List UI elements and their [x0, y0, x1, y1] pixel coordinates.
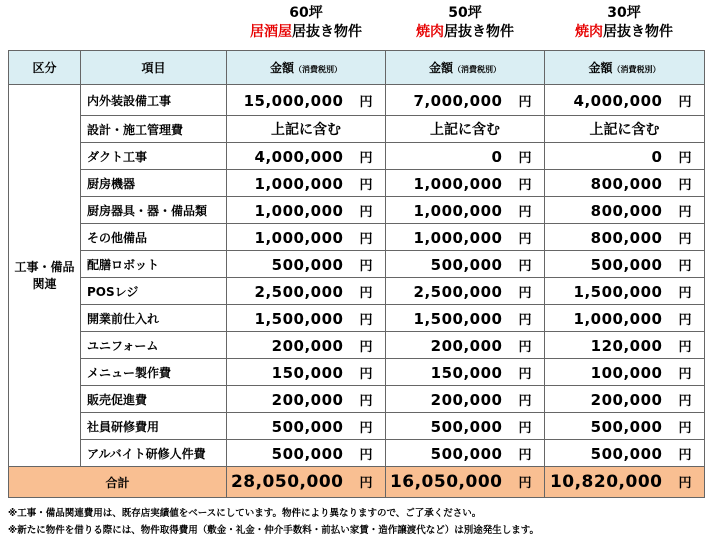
amount-cell [545, 278, 705, 305]
table-row [9, 224, 705, 251]
amount-value: 500,000 [271, 417, 344, 436]
amount-cell [386, 224, 545, 251]
total-row [9, 467, 705, 498]
amount-cell [227, 359, 386, 386]
amount-value: 1,000,000 [573, 309, 663, 328]
amount-label: 金額 [428, 61, 453, 75]
amount-cell [545, 413, 705, 440]
amount-value: 200,000 [271, 336, 344, 355]
footnote: ※新たに物件を借りる際には、物件取得費用（敷金・礼金・仲介手数料・前払い家賃・造作譲渡代など）は別途発生します。 [8, 525, 539, 536]
amount-value: 4,000,000 [573, 91, 663, 110]
amount-cell [386, 413, 545, 440]
yen-unit: 円 [359, 231, 373, 247]
amount-cell [386, 197, 545, 224]
amount-cell [386, 85, 545, 116]
heading-50 [385, 4, 545, 42]
amount-value: 2,500,000 [413, 282, 503, 301]
amount-cell [386, 386, 545, 413]
yen-unit: 円 [678, 150, 692, 166]
table-row [9, 278, 705, 305]
yen-unit: 円 [678, 231, 692, 247]
cost-table [8, 50, 705, 498]
yen-unit: 円 [518, 476, 532, 491]
amount-value: 100,000 [590, 363, 663, 382]
item-header: 項目 [81, 51, 227, 85]
table-header-row [9, 51, 705, 85]
yen-unit: 円 [518, 204, 532, 220]
total-amount-cell [545, 467, 705, 498]
amount-cell [227, 305, 386, 332]
category-line: 工事・備品 [14, 259, 75, 274]
amount-cell [227, 332, 386, 359]
tax-note: （消費税別） [612, 65, 661, 74]
yen-unit: 円 [359, 312, 373, 328]
column-headings [0, 4, 712, 50]
yen-unit: 円 [678, 94, 692, 110]
yen-unit: 円 [359, 476, 373, 491]
yen-unit: 円 [359, 94, 373, 110]
amount-cell [386, 332, 545, 359]
amount-value: 0 [651, 147, 663, 166]
yen-unit: 円 [518, 94, 532, 110]
item-cell: ダクト工事 [81, 143, 227, 170]
footnote: ※工事・備品関連費用は、既存店実績値をベースにしています。物件により異なりますので、ご了承ください。 [8, 508, 482, 519]
amount-value: 1,000,000 [254, 228, 344, 247]
amount-cell [545, 197, 705, 224]
yen-unit: 円 [518, 447, 532, 463]
yen-unit: 円 [359, 447, 373, 463]
tax-note: （消費税別） [294, 65, 342, 74]
amount-header [227, 51, 386, 85]
amount-value: 200,000 [271, 390, 344, 409]
yen-unit: 円 [678, 366, 692, 382]
yen-unit: 円 [518, 312, 532, 328]
table-row [9, 440, 705, 467]
item-cell: 内外装設備工事 [81, 85, 227, 116]
amount-cell [386, 143, 545, 170]
heading-size: 50坪 [448, 5, 482, 21]
amount-value: 500,000 [430, 255, 503, 274]
amount-cell [545, 359, 705, 386]
yen-unit: 円 [359, 420, 373, 436]
total-label: 合計 [9, 467, 227, 498]
amount-value: 1,000,000 [413, 174, 503, 193]
amount-cell [386, 359, 545, 386]
amount-cell [227, 278, 386, 305]
amount-cell [545, 440, 705, 467]
amount-value: 800,000 [590, 201, 663, 220]
amount-note-cell: 上記に含む [545, 116, 705, 143]
item-cell: メニュー製作費 [81, 359, 227, 386]
yen-unit: 円 [518, 393, 532, 409]
yen-unit: 円 [518, 177, 532, 193]
amount-cell [386, 170, 545, 197]
amount-value: 500,000 [590, 255, 663, 274]
amount-header [545, 51, 705, 85]
amount-value: 1,500,000 [573, 282, 663, 301]
yen-unit: 円 [678, 339, 692, 355]
amount-label: 金額 [269, 61, 294, 75]
category-line: 関連 [32, 276, 57, 291]
yen-unit: 円 [678, 447, 692, 463]
item-cell: 厨房機器 [81, 170, 227, 197]
item-cell: POSレジ [81, 278, 227, 305]
amount-note-cell: 上記に含む [227, 116, 386, 143]
amount-value: 150,000 [430, 363, 503, 382]
yen-unit: 円 [678, 177, 692, 193]
table-row [9, 85, 705, 116]
yen-unit: 円 [518, 366, 532, 382]
amount-cell [545, 85, 705, 116]
amount-cell [386, 251, 545, 278]
amount-value: 1,000,000 [254, 174, 344, 193]
total-value: 28,050,000 [230, 472, 344, 492]
tax-note: （消費税別） [453, 65, 501, 74]
total-amount-cell [386, 467, 545, 498]
amount-value: 7,000,000 [413, 91, 503, 110]
heading-type-highlight: 焼肉 [575, 24, 603, 40]
heading-type: 居抜き物件 [292, 24, 362, 40]
amount-cell [545, 251, 705, 278]
kubun-header: 区分 [9, 51, 81, 85]
amount-cell [545, 224, 705, 251]
amount-cell [227, 251, 386, 278]
heading-30 [544, 4, 704, 42]
item-cell: 開業前仕入れ [81, 305, 227, 332]
amount-cell [227, 170, 386, 197]
amount-cell [545, 386, 705, 413]
table-row [9, 116, 705, 143]
table-row [9, 251, 705, 278]
table-row [9, 386, 705, 413]
amount-header [386, 51, 545, 85]
yen-unit: 円 [359, 204, 373, 220]
amount-value: 500,000 [271, 255, 344, 274]
amount-value: 15,000,000 [243, 91, 344, 110]
table-row [9, 197, 705, 224]
item-cell: その他備品 [81, 224, 227, 251]
amount-value: 500,000 [430, 444, 503, 463]
yen-unit: 円 [518, 420, 532, 436]
yen-unit: 円 [518, 258, 532, 274]
heading-type: 居抜き物件 [444, 24, 514, 40]
category-cell [9, 85, 81, 467]
amount-value: 200,000 [590, 390, 663, 409]
total-value: 10,820,000 [549, 472, 663, 492]
yen-unit: 円 [359, 366, 373, 382]
yen-unit: 円 [359, 150, 373, 166]
amount-cell [545, 143, 705, 170]
yen-unit: 円 [359, 285, 373, 301]
amount-value: 1,500,000 [254, 309, 344, 328]
yen-unit: 円 [518, 150, 532, 166]
yen-unit: 円 [678, 285, 692, 301]
amount-value: 4,000,000 [254, 147, 344, 166]
yen-unit: 円 [359, 258, 373, 274]
item-cell: 販売促進費 [81, 386, 227, 413]
amount-cell [545, 170, 705, 197]
amount-cell [227, 440, 386, 467]
amount-value: 120,000 [590, 336, 663, 355]
amount-value: 150,000 [271, 363, 344, 382]
heading-type-highlight: 居酒屋 [250, 24, 292, 40]
amount-value: 1,000,000 [413, 201, 503, 220]
heading-60 [226, 4, 386, 42]
yen-unit: 円 [678, 420, 692, 436]
amount-cell [386, 440, 545, 467]
table-row [9, 170, 705, 197]
item-cell: 配膳ロボット [81, 251, 227, 278]
amount-value: 200,000 [430, 336, 503, 355]
amount-label: 金額 [588, 61, 613, 75]
item-cell: ユニフォーム [81, 332, 227, 359]
table-row [9, 359, 705, 386]
amount-cell [227, 413, 386, 440]
total-value: 16,050,000 [389, 472, 503, 492]
amount-value: 800,000 [590, 228, 663, 247]
amount-cell [386, 278, 545, 305]
footnotes [8, 505, 539, 539]
table-row [9, 332, 705, 359]
amount-cell [386, 305, 545, 332]
amount-value: 500,000 [271, 444, 344, 463]
yen-unit: 円 [359, 393, 373, 409]
amount-value: 500,000 [430, 417, 503, 436]
amount-value: 1,000,000 [254, 201, 344, 220]
total-amount-cell [227, 467, 386, 498]
yen-unit: 円 [678, 312, 692, 328]
heading-size: 60坪 [289, 5, 323, 21]
amount-cell [545, 305, 705, 332]
amount-cell [227, 224, 386, 251]
amount-value: 500,000 [590, 417, 663, 436]
amount-value: 500,000 [590, 444, 663, 463]
amount-cell [227, 143, 386, 170]
yen-unit: 円 [678, 476, 692, 491]
amount-cell [227, 197, 386, 224]
amount-cell [227, 85, 386, 116]
yen-unit: 円 [678, 393, 692, 409]
heading-type: 居抜き物件 [603, 24, 673, 40]
yen-unit: 円 [359, 177, 373, 193]
amount-cell [545, 332, 705, 359]
amount-value: 200,000 [430, 390, 503, 409]
amount-value: 0 [491, 147, 503, 166]
yen-unit: 円 [518, 231, 532, 247]
amount-value: 800,000 [590, 174, 663, 193]
yen-unit: 円 [359, 339, 373, 355]
amount-value: 1,500,000 [413, 309, 503, 328]
item-cell: 社員研修費用 [81, 413, 227, 440]
item-cell: アルバイト研修人件費 [81, 440, 227, 467]
amount-value: 2,500,000 [254, 282, 344, 301]
table-row [9, 143, 705, 170]
yen-unit: 円 [518, 339, 532, 355]
amount-value: 1,000,000 [413, 228, 503, 247]
table-row [9, 413, 705, 440]
table-body [9, 85, 705, 498]
table-row [9, 305, 705, 332]
item-cell: 設計・施工管理費 [81, 116, 227, 143]
yen-unit: 円 [678, 204, 692, 220]
amount-cell [227, 386, 386, 413]
heading-size: 30坪 [607, 5, 641, 21]
item-cell: 厨房器具・器・備品類 [81, 197, 227, 224]
yen-unit: 円 [518, 285, 532, 301]
amount-note-cell: 上記に含む [386, 116, 545, 143]
heading-type-highlight: 焼肉 [416, 24, 444, 40]
yen-unit: 円 [678, 258, 692, 274]
